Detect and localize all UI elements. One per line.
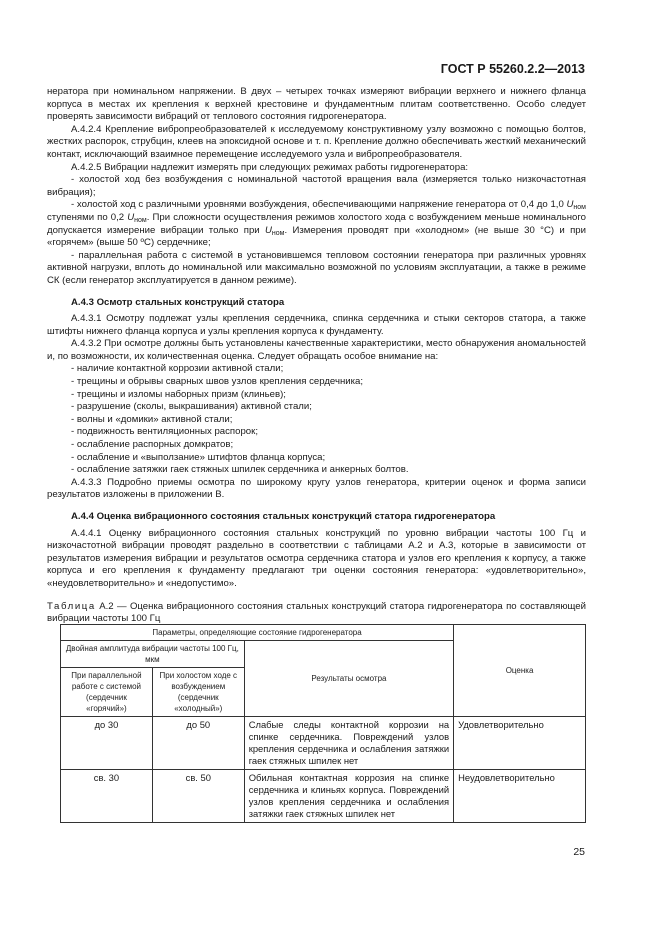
table-row: [61, 717, 586, 770]
paragraph: - параллельная работа с системой в установившемся тепловом состоянии генератора при различных уровнях активной нагрузки, вплоть до номинальной или максимально возможной по условиям эксплуатации, а также в режиме СК (если генератор эксплуатируется в данном режиме).: [47, 249, 586, 286]
paragraph: А.4.2.4 Крепление вибропреобразователей к исследуемому конструктивному узлу возможно с помощью болтов, жестких распорок, струбцин, клеев на эпоксидной основе и т. п. Крепление должно обеспечивать жесткий механический контакт, исключающий взаимное перемещение исследуемого узла и вибропреобразователя.: [47, 123, 586, 160]
inspection-list: [47, 363, 586, 476]
paragraph: А.4.3.2 При осмотре должны быть установлены качественные характеристики, место обнаружения аномальностей и, по возможности, их количественная оценка. Следует обращать особое внимание на:: [47, 338, 586, 362]
page-number: 25: [573, 846, 585, 858]
paragraph-with-formula: - холостой ход с различными уровнями возбуждения, обеспечивающими напряжение генератора от 0,4 до 1,0 $U_{ном}$ ступенями по 0,2 $U_{ном}$. При сложности осуществления режимов холостого хода с возбуждением меньше номинального допускается измерение вибрации только при $U_{ном}$. Измерения проводят при «холодном» (не выше 30 °С) и при «горячем» (выше 50 ºС) сердечнике;: [47, 199, 586, 249]
header-rating: Оценка: [454, 625, 586, 717]
cell-rating: Неудовлетворительно: [454, 770, 586, 823]
header-results: Результаты осмотра: [244, 641, 453, 717]
section-heading: А.4.4 Оценка вибрационного состояния стальных конструкций статора гидрогенератора: [71, 511, 496, 522]
section-heading: А.4.3 Осмотр стальных конструкций статора: [71, 296, 285, 308]
list-item: - ослабление распорных домкратов;: [71, 439, 234, 451]
list-item: - волны и «домики» активной стали;: [71, 413, 233, 425]
list-item: - трещины и обрывы сварных швов узлов крепления сердечника;: [71, 376, 364, 388]
header-parallel: При параллельной работе с системой (сердечник «горячий»): [61, 668, 153, 717]
header-amplitude: Двойная амплитуда вибрации частоты 100 Гц, мкм: [61, 641, 245, 668]
cell-rating: Удовлетворительно: [454, 717, 586, 770]
list-item: - разрушение (сколы, выкрашивания) активной стали;: [71, 401, 312, 413]
cell-idle: св. 50: [152, 770, 244, 823]
cell-parallel: св. 30: [61, 770, 153, 823]
cell-result: Слабые следы контактной коррозии на спинке сердечника. Повреждений узлов крепления сердечника и ослабления затяжки гаек стяжных шпилек нет: [244, 717, 453, 770]
cell-idle: до 50: [152, 717, 244, 770]
list-item: - наличие контактной коррозии активной стали;: [71, 363, 284, 375]
paragraph: А.4.4.1 Оценку вибрационного состояния стальных конструкций по уровню вибрации частоты 100 Гц и низкочастотной вибрации проводят раздельно в соответствии с таблицами А.2 и А.3, которые в зависимости от результатов измерения вибрации и результатов осмотра сердечника статора и узлов его крепления к корпусу, а также корпуса и его крепления к фундаменту предлагают три оценки состояния генератора: «удовлетворительно», «неудовлетворительно» и «недопустимо».: [47, 527, 586, 589]
vibration-assessment-table: [60, 624, 586, 823]
cell-result: Обильная контактная коррозия на спинке сердечника и клиньях корпуса. Повреждений узлов крепления сердечника и ослабления затяжки гаек стяжных шпилек нет: [244, 770, 453, 823]
list-item: - трещины и изломы наборных призм (клиньев);: [71, 388, 286, 400]
list-item: - ослабление затяжки гаек стяжных шпилек сердечника и анкерных болтов.: [71, 464, 409, 476]
list-item: - подвижность вентиляционных распорок;: [71, 426, 258, 438]
table-caption: Таблица А.2 — Оценка вибрационного состояния стальных конструкций статора гидрогенератора по составляющей вибрации частоты 100 Гц: [47, 600, 586, 625]
header-params: Параметры, определяющие состояние гидрогенератора: [61, 625, 454, 641]
header-idle: При холостом ходе с возбуждением (сердечник «холодный»): [152, 668, 244, 717]
paragraph: А.4.3.1 Осмотру подлежат узлы крепления сердечника, спинка сердечника и стыки секторов статора, а также штифты нижнего фланца корпуса и узлы крепления корпуса к фундаменту.: [47, 313, 586, 337]
document-body: [47, 86, 586, 626]
paragraph: - холостой ход без возбуждения с номинальной частотой вращения вала (измеряется только низкочастотная вибрация);: [47, 174, 586, 198]
cell-parallel: до 30: [61, 717, 153, 770]
paragraph: А.4.3.3 Подробно приемы осмотра по широкому кругу узлов генератора, критерии оценок и форма записи результатов изложены в приложении В.: [47, 476, 586, 501]
paragraph: нератора при номинальном напряжении. В двух – четырех точках измеряют вибрации верхнего и нижнего фланца корпуса в местах их крепления к верхней крестовине и фундаментным плитам соответственно. Особо следует проверять зависимости вибраций от теплового состояния гидрогенератора.: [47, 86, 586, 123]
table-row: [61, 770, 586, 823]
paragraph: А.4.2.5 Вибрации надлежит измерять при следующих режимах работы гидрогенератора:: [71, 161, 469, 173]
standard-designation: ГОСТ Р 55260.2.2—2013: [440, 62, 585, 76]
list-item: - ослабление и «выползание» штифтов фланца корпуса;: [71, 451, 326, 463]
